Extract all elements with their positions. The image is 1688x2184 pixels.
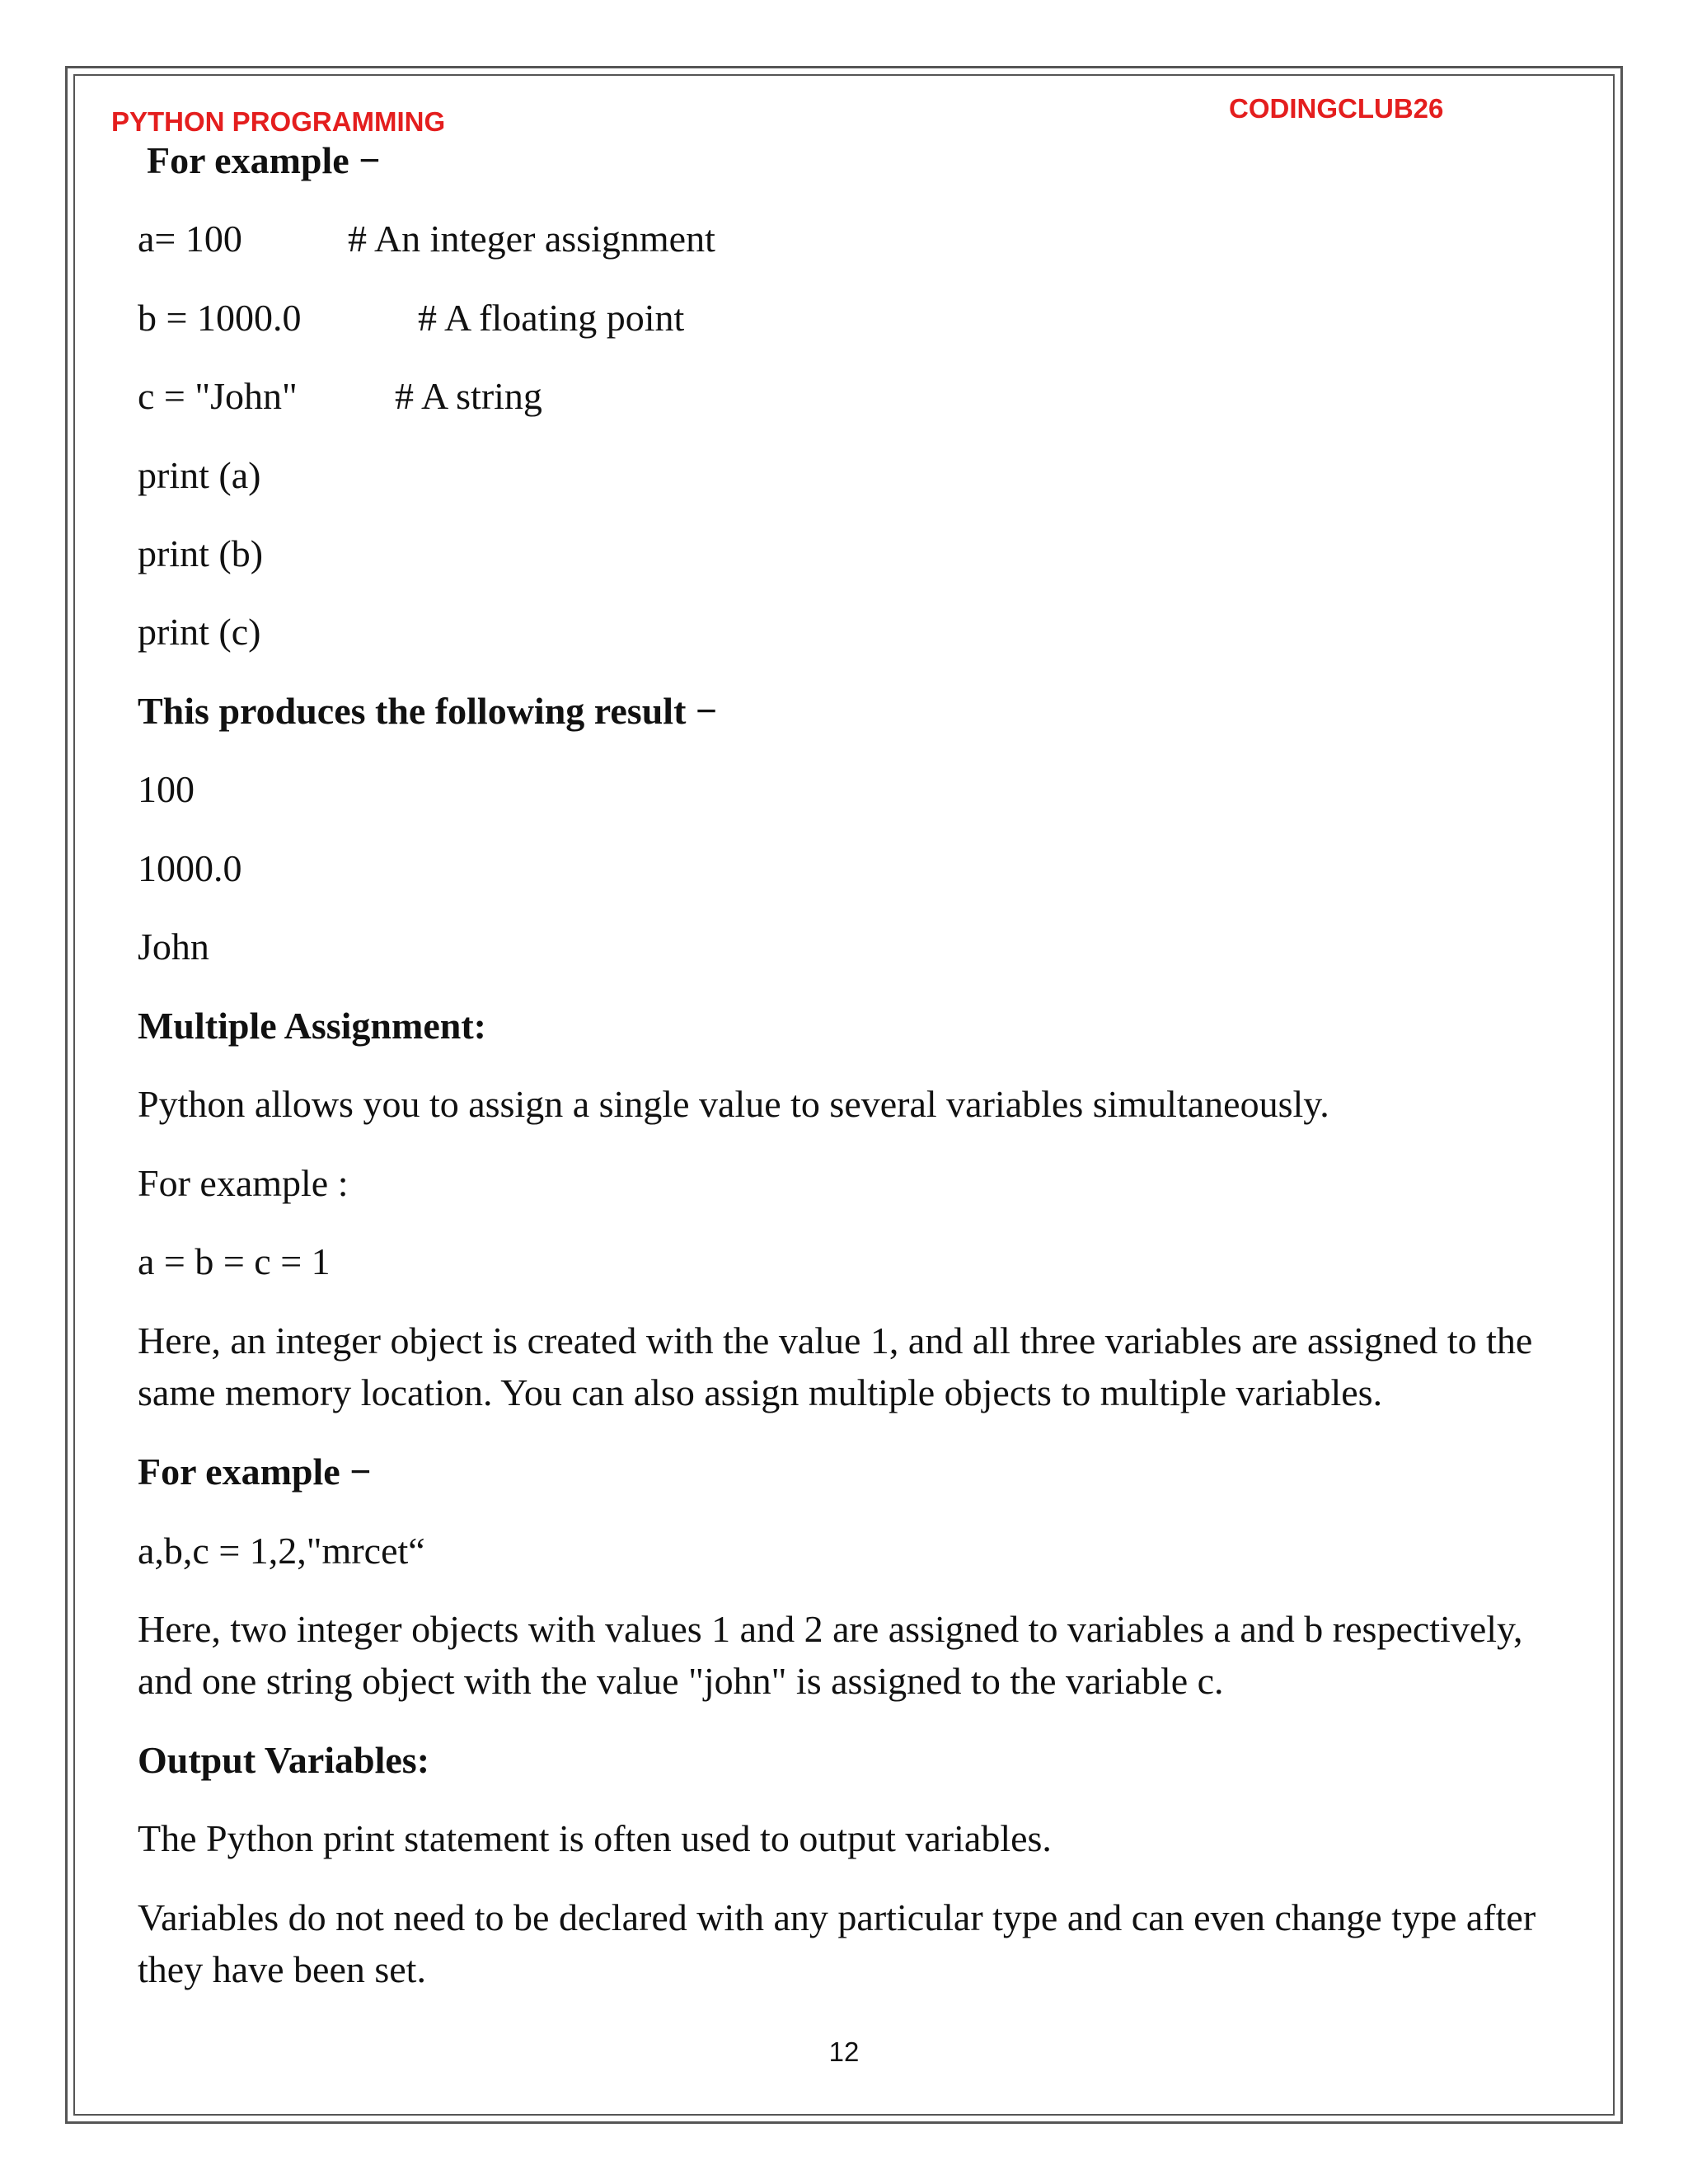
- paragraph-here-1-line-1: Here, an integer object is created with the value 1, and all three variables are assigned to the: [138, 1319, 1533, 1361]
- for-example-label: For example :: [138, 1162, 349, 1204]
- heading-output-variables: Output Variables:: [138, 1739, 430, 1781]
- code-comment-b: # A floating point: [418, 297, 685, 339]
- header-left-title: PYTHON PROGRAMMING: [111, 106, 446, 137]
- paragraph-variables-line-1: Variables do not need to be declared with any particular type and can even change type after: [138, 1896, 1536, 1938]
- output-line-1: 100: [138, 768, 195, 810]
- code-comment-c: # A string: [395, 375, 542, 417]
- paragraph-here-1-line-2: same memory location. You can also assign multiple objects to multiple variables.: [138, 1371, 1383, 1413]
- paragraph-here-2-line-2: and one string object with the value "john" is assigned to the variable c.: [138, 1660, 1224, 1702]
- heading-for-example: For example −: [147, 139, 381, 181]
- paragraph-here-2-line-1: Here, two integer objects with values 1 and 2 are assigned to variables a and b respectively,: [138, 1608, 1523, 1650]
- code-line-a: a= 100: [138, 218, 242, 260]
- code-print-c: print (c): [138, 611, 261, 653]
- output-line-2: 1000.0: [138, 847, 242, 889]
- code-line-b: b = 1000.0: [138, 297, 302, 339]
- paragraph-print: The Python print statement is often used to output variables.: [138, 1817, 1052, 1859]
- code-print-a: print (a): [138, 454, 261, 496]
- paragraph-allows: Python allows you to assign a single value to several variables simultaneously.: [138, 1083, 1329, 1125]
- header-right-title: CODINGCLUB26: [1229, 93, 1444, 124]
- heading-multiple-assignment: Multiple Assignment:: [138, 1005, 486, 1047]
- heading-result: This produces the following result −: [138, 690, 718, 732]
- output-line-3: John: [138, 926, 209, 968]
- heading-for-example-2: For example −: [138, 1451, 372, 1493]
- page-number: 12: [828, 2036, 860, 2067]
- code-line-c: c = "John": [138, 375, 298, 417]
- code-comment-a: # An integer assignment: [348, 218, 715, 260]
- paragraph-variables-line-2: they have been set.: [138, 1948, 426, 1990]
- code-multi-assign: a = b = c = 1: [138, 1240, 331, 1282]
- code-tuple-assign: a,b,c = 1,2,"mrcet“: [138, 1530, 425, 1572]
- code-print-b: print (b): [138, 532, 264, 574]
